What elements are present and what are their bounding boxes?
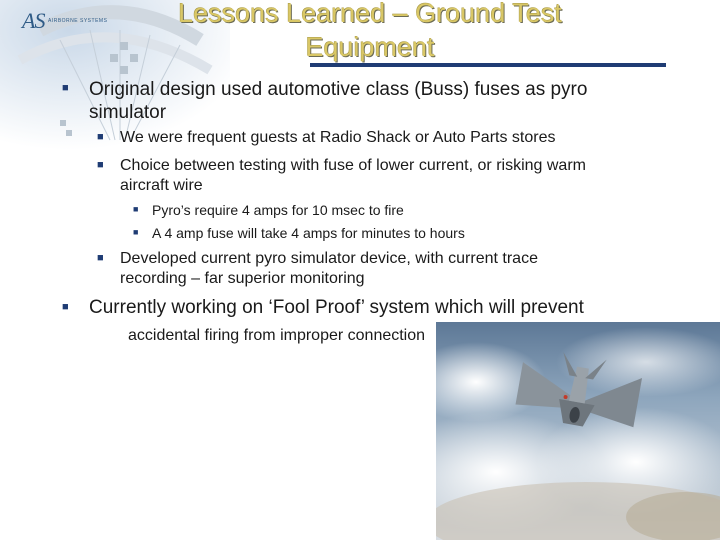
bullet-1-line1: Original design used automotive class (Buss) fuses as pyro: [89, 79, 588, 100]
slide-title-line2: Equipment: [305, 32, 435, 62]
bullet-marker: ■: [62, 301, 69, 313]
bullet-marker: ■: [97, 159, 104, 171]
bullet-1-3: [120, 249, 710, 289]
bullet-1-line2: simulator: [89, 102, 167, 123]
title-underline: [310, 63, 666, 67]
bullet-1-3-line2: recording – far superior monitoring: [120, 270, 365, 287]
bullet-1-2-2: A 4 amp fuse will take 4 amps for minutes to hours: [152, 225, 465, 241]
bullet-1-1: We were frequent guests at Radio Shack or Auto Parts stores: [120, 129, 556, 146]
bullet-marker: ■: [62, 82, 69, 94]
bullet-1-2-line1: Choice between testing with fuse of lower current, or risking warm: [120, 157, 586, 174]
bullet-1-2-line2: aircraft wire: [120, 177, 203, 194]
bullet-marker: ■: [133, 204, 139, 214]
bullet-2-line1: Currently working on ‘Fool Proof’ system which will prevent: [89, 297, 584, 318]
bullet-1-3-line1: Developed current pyro simulator device, with current trace: [120, 250, 538, 267]
bullet-2-line2: accidental firing from improper connection: [128, 327, 426, 344]
bullet-1: [89, 78, 689, 124]
fighter-jet-photo: [436, 322, 720, 540]
bullet-1-2-1: Pyro’s require 4 amps for 10 msec to fire: [152, 202, 404, 218]
bullet-1-2: [120, 156, 710, 196]
bullet-marker: ■: [97, 131, 104, 143]
slide-title-line1: Lessons Learned – Ground Test: [178, 0, 562, 28]
company-logo-subtext: AIRBORNE SYSTEMS: [48, 18, 108, 24]
slide-title: [80, 0, 660, 64]
company-logo: AS: [22, 8, 45, 33]
bullet-marker: ■: [133, 227, 139, 237]
bullet-marker: ■: [97, 252, 104, 264]
